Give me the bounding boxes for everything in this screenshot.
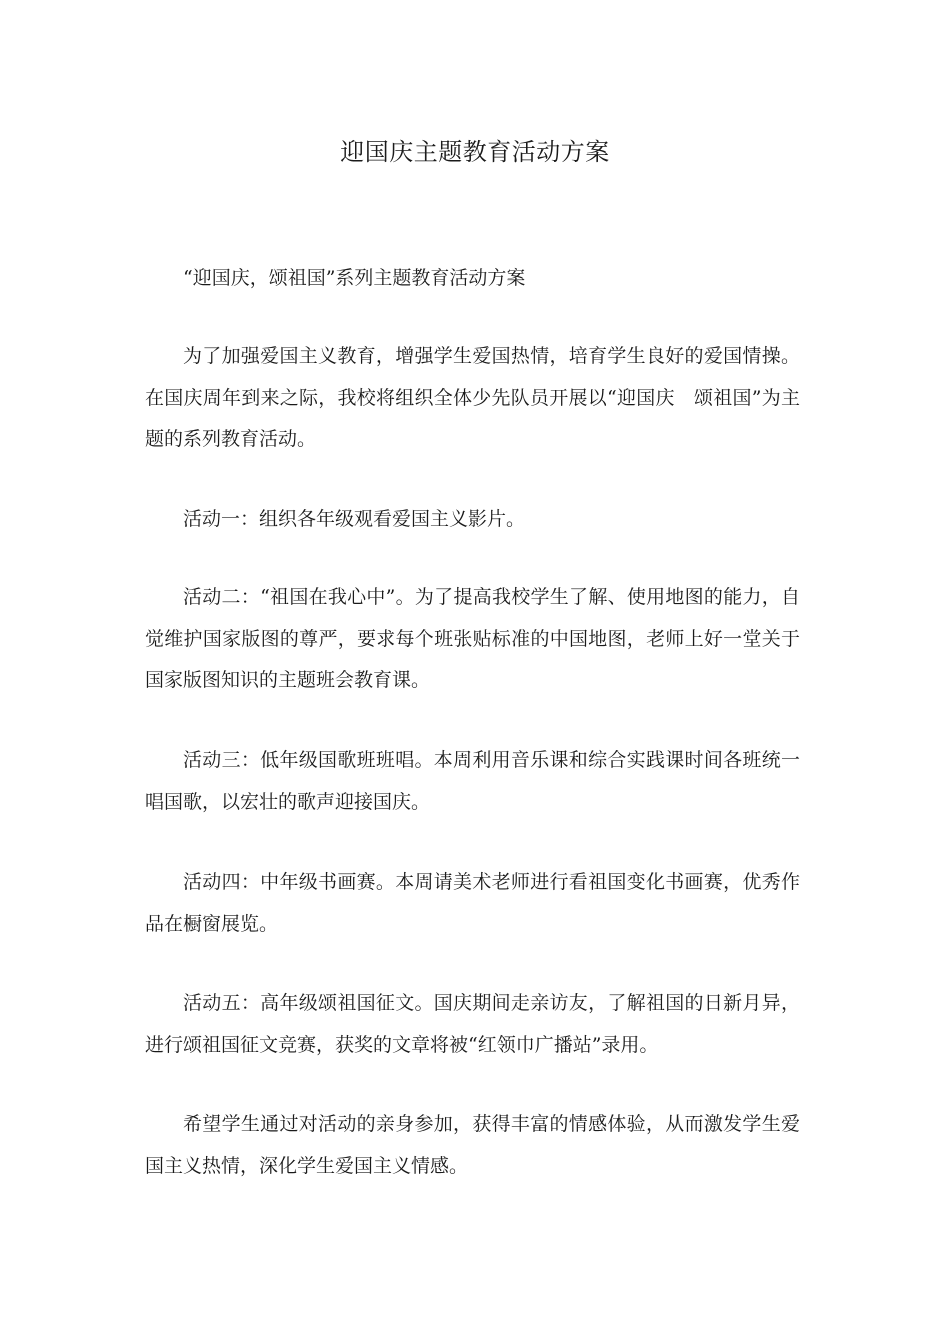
document-title: 迎国庆主题教育活动方案 (340, 138, 610, 166)
activity-2-paragraph: 活动二：“祖国在我心中”。为了提高我校学生了解、使用地图的能力，自觉维护国家版图的尊严，要求每个班张贴标准的中国地图，老师上好一堂关于国家版图知识的主题班会教育课。 (145, 586, 800, 691)
activity-1-paragraph: 活动一：组织各年级观看爱国主义影片。 (183, 508, 526, 530)
activity-3-paragraph: 活动三：低年级国歌班班唱。本周利用音乐课和综合实践课时间各班统一唱国歌，以宏壮的歌声迎接国庆。 (145, 749, 800, 813)
activity-5-paragraph: 活动五：高年级颂祖国征文。国庆期间走亲访友，了解祖国的日新月异，进行颂祖国征文竞赛，获奖的文章将被“红领巾广播站”录用。 (145, 992, 800, 1056)
closing-paragraph: 希望学生通过对活动的亲身参加，获得丰富的情感体验，从而激发学生爱国主义热情，深化学生爱国主义情感。 (145, 1113, 800, 1177)
subtitle-paragraph: “迎国庆，颂祖国”系列主题教育活动方案 (183, 267, 526, 289)
activity-4-paragraph: 活动四：中年级书画赛。本周请美术老师进行看祖国变化书画赛，优秀作品在橱窗展览。 (145, 871, 800, 935)
intro-paragraph: 为了加强爱国主义教育，增强学生爱国热情，培育学生良好的爱国情操。在国庆周年到来之际，我校将组织全体少先队员开展以“迎国庆 颂祖国”为主题的系列教育活动。 (145, 345, 800, 450)
